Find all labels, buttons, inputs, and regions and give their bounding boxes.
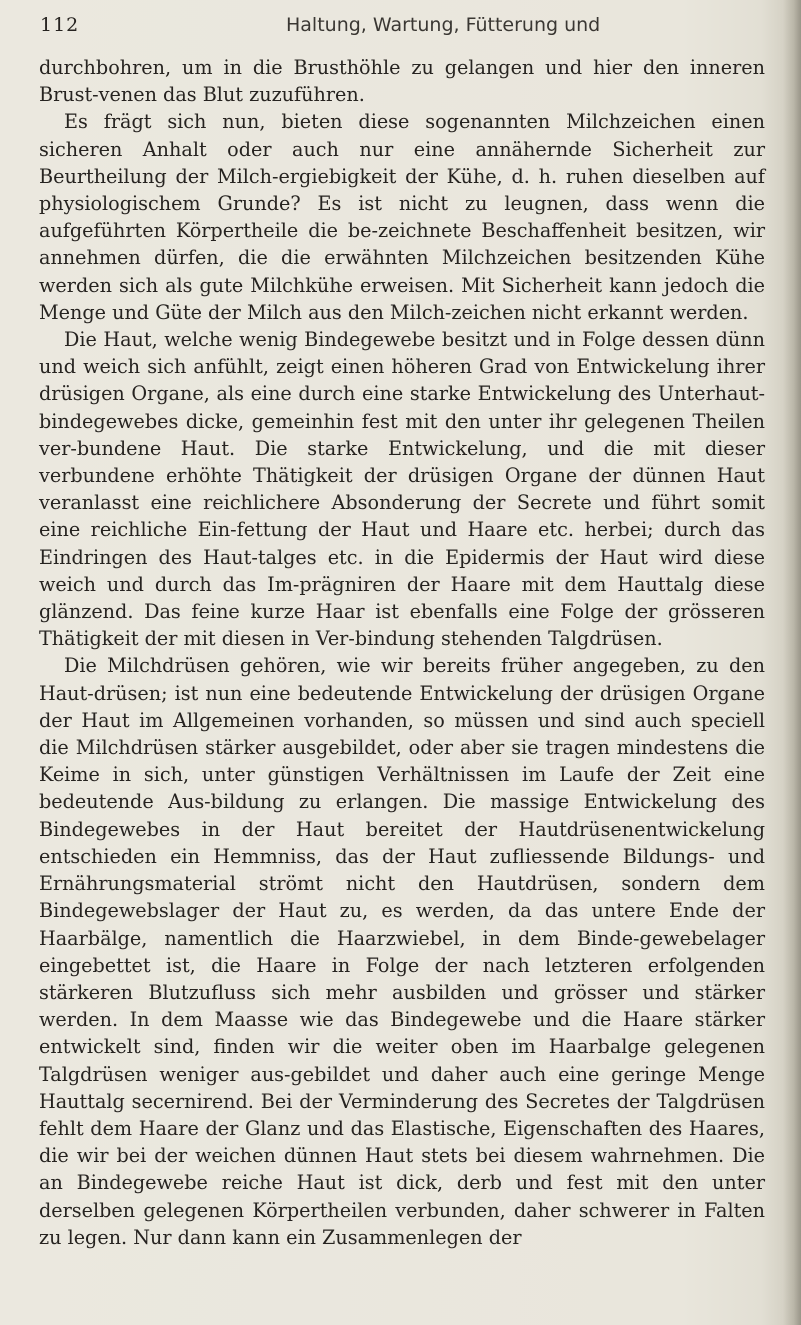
paragraph-continuation: durchbohren, um in die Brusthöhle zu gelangen und hier den inneren Brust-venen das Blut zuzuführen.	[39, 56, 765, 107]
paragraph-milchdruesen: Die Milchdrüsen gehören, wie wir bereits früher angegeben, zu den Haut-drüsen; ist nun eine bedeutende Entwickelung der drüsigen Organe der Haut im Allgemeinen vorhanden, so müssen und sind auch speciell die Milchdrüsen stärker ausgebildet, oder aber sie tragen mindestens die Keime in sich, unter günstigen Verhältnissen im Laufe der Zeit eine bedeutende Aus-bildung zu erlangen. Die massige Entwickelung des Bindegewebes in der Haut bereitet der Hautdrüsenentwickelung entschieden ein Hemmniss, das der Haut zufliessende Bildungs- und Ernährungsmaterial strömt nicht den Hautdrüsen, sondern dem Bindegewebslager der Haut zu, es werden, da das untere Ende der Haarbälge, namentlich die Haarzwiebel, in dem Binde-gewebelager eingebettet ist, die Haare in Folge der nach letzteren erfolgenden stärkeren Blutzufluss sich mehr ausbilden und grösser und stärker werden. In dem Maasse wie das Bindegewebe und die Haare stärker entwickelt sind, finden wir die weiter oben im Haarbalge gelegenen Talgdrüsen weniger aus-gebildet und daher auch eine geringe Menge Hauttalg secernirend. Bei der Verminderung des Secretes der Talgdrüsen fehlt dem Haare der Glanz und das Elastische, Eigenschaften des Haares, die wir bei der weichen dünnen Haut stets bei diesem wahrnehmen. Die an Bindegewebe reiche Haut ist dick, derb und fest mit den unter derselben gelegenen Körpertheilen verbunden, daher schwerer in Falten zu legen. Nur dann kann ein Zusammenlegen der	[39, 654, 765, 1249]
page-number: 112	[40, 14, 80, 36]
paragraph-haut: Die Haut, welche wenig Bindegewebe besitzt und in Folge dessen dünn und weich sich anfühlt, zeigt einen höheren Grad von Entwickelung ihrer drüsigen Organe, als eine durch eine starke Entwickelung des Unterhaut-bindegewebes dicke, gemeinhin fest mit den unter ihr gelegenen Theilen ver-bundene Haut. Die starke Entwickelung, und die mit dieser verbundene erhöhte Thätigkeit der drüsigen Organe der dünnen Haut veranlasst eine reichlichere Absonderung der Secrete und führt somit eine reichliche Ein-fettung der Haut und Haare etc. herbei; durch das Eindringen des Haut-talges etc. in die Epidermis der Haut wird diese weich und durch das Im-prägniren der Haare mit dem Hauttalg diese glänzend. Das feine kurze Haar ist ebenfalls eine Folge der grösseren Thätigkeit der mit diesen in Ver-bindung stehenden Talgdrüsen.	[39, 328, 765, 651]
page-edge-shadow	[783, 0, 801, 1325]
running-head: Haltung, Wartung, Fütterung und	[286, 14, 601, 36]
paragraph-milchzeichen: Es frägt sich nun, bieten diese sogenannten Milchzeichen einen sicheren Anhalt oder auch nur eine annähernde Sicherheit zur Beurtheilung der Milch-ergiebigkeit der Kühe, d. h. ruhen dieselben auf physiologischem Grunde? Es ist nicht zu leugnen, dass wenn die aufgeführten Körpertheile die be-zeichnete Beschaffenheit besitzen, wir annehmen dürfen, die die erwähnten Milchzeichen besitzenden Kühe werden sich als gute Milchkühe erweisen. Mit Sicherheit kann jedoch die Menge und Güte der Milch aus den Milch-zeichen nicht erkannt werden.	[39, 110, 765, 324]
body-text	[39, 54, 765, 1251]
page-header	[40, 14, 760, 44]
